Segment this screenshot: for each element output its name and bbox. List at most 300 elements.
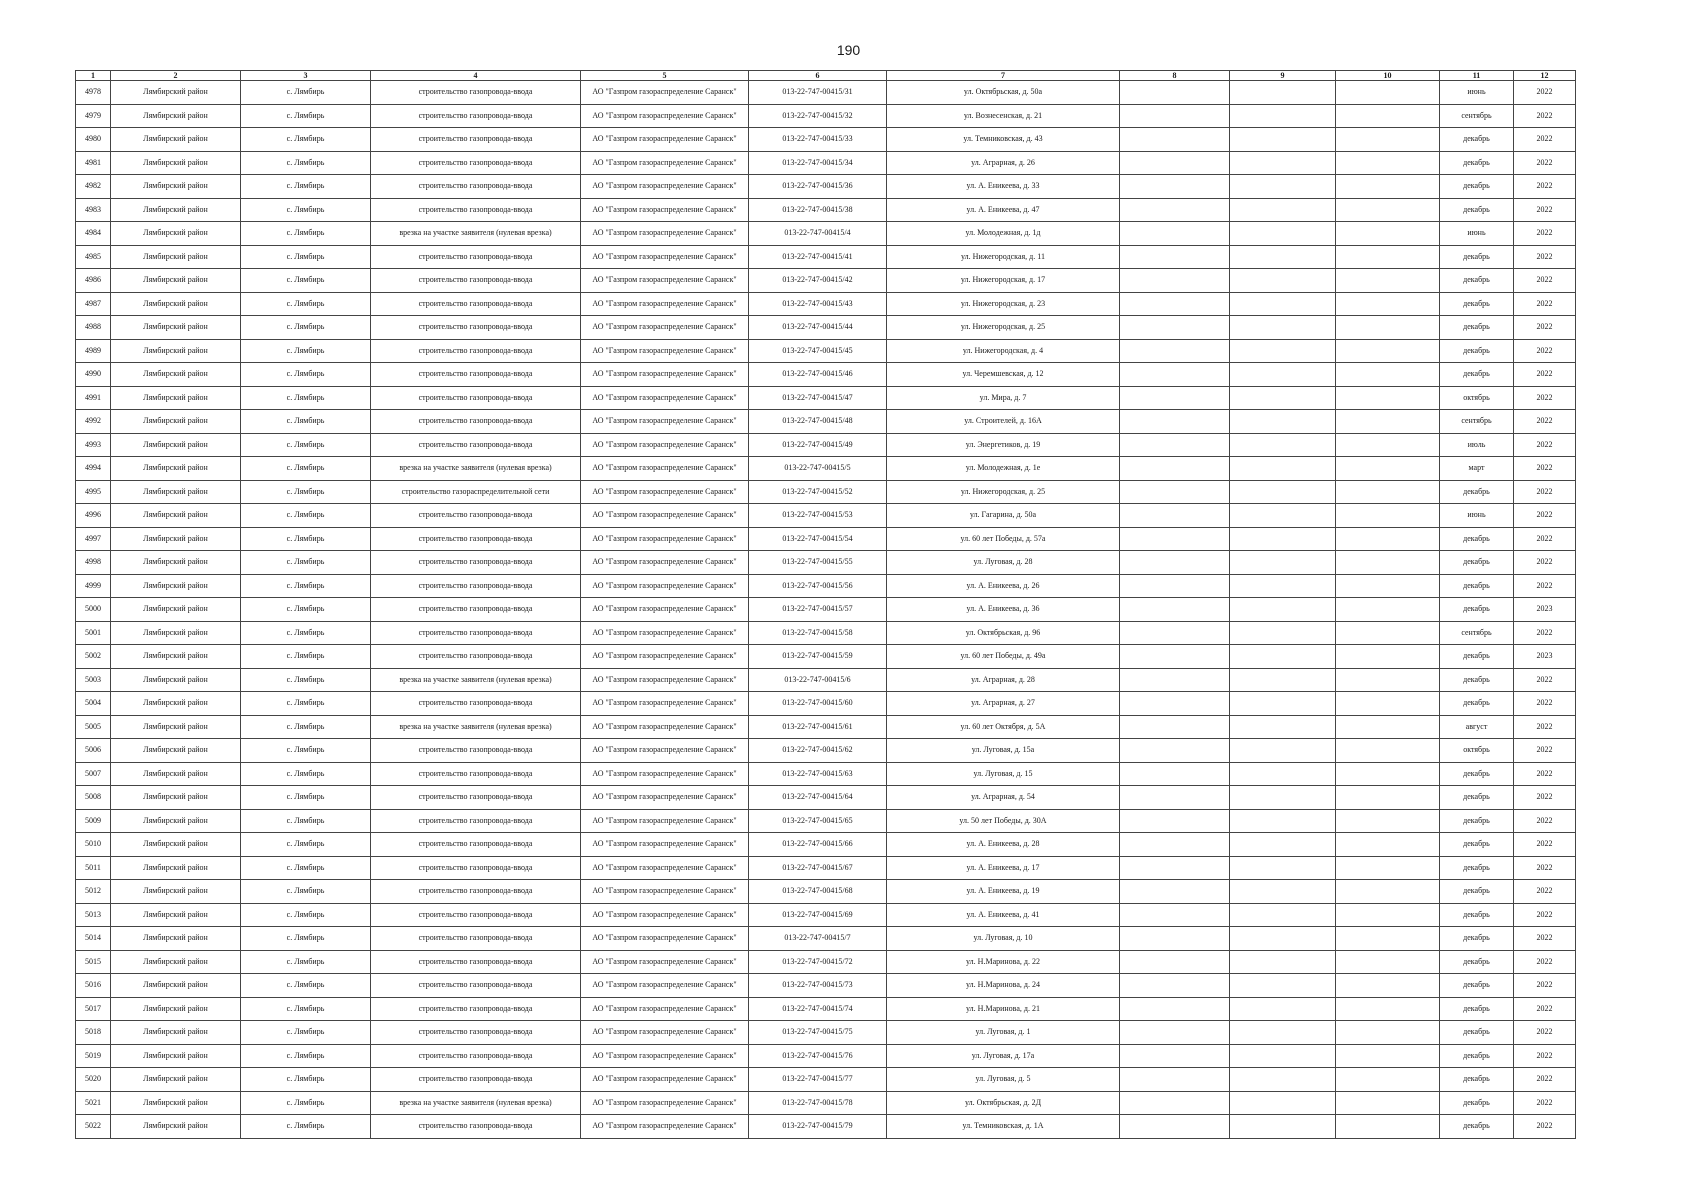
col9-cell [1230,645,1336,669]
table-row [76,950,1576,974]
district-cell: Лямбирский район [111,927,241,951]
col8-cell [1120,786,1230,810]
col10-cell [1336,927,1440,951]
col10-cell [1336,668,1440,692]
month-cell: декабрь [1440,245,1514,269]
address-cell: ул. А. Еникеева, д. 17 [887,856,1120,880]
table-row [76,527,1576,551]
table-row [76,739,1576,763]
row-number: 5005 [76,715,111,739]
col8-cell [1120,950,1230,974]
district-cell: Лямбирский район [111,574,241,598]
district-cell: Лямбирский район [111,833,241,857]
district-cell: Лямбирский район [111,410,241,434]
col9-cell [1230,245,1336,269]
contract-number-cell: 013-22-747-00415/54 [749,527,887,551]
work-type-cell: строительство газопровода-ввода [371,339,581,363]
district-cell: Лямбирский район [111,292,241,316]
table-row [76,715,1576,739]
table-row [76,245,1576,269]
district-cell: Лямбирский район [111,480,241,504]
address-cell: ул. Строителей, д. 16А [887,410,1120,434]
col10-cell [1336,1115,1440,1139]
col9-cell [1230,410,1336,434]
col10-cell [1336,175,1440,199]
col9-cell [1230,903,1336,927]
row-number: 4986 [76,269,111,293]
month-cell: декабрь [1440,269,1514,293]
table-row [76,833,1576,857]
column-header-11: 11 [1440,71,1514,81]
col10-cell [1336,903,1440,927]
settlement-cell: с. Лямбирь [241,739,371,763]
col8-cell [1120,715,1230,739]
col8-cell [1120,151,1230,175]
settlement-cell: с. Лямбирь [241,833,371,857]
col8-cell [1120,175,1230,199]
work-type-cell: строительство газопровода-ввода [371,410,581,434]
col8-cell [1120,410,1230,434]
organization-cell: АО "Газпром газораспределение Саранск" [581,856,749,880]
month-cell: декабрь [1440,1068,1514,1092]
table-row [76,621,1576,645]
settlement-cell: с. Лямбирь [241,809,371,833]
contract-number-cell: 013-22-747-00415/63 [749,762,887,786]
col8-cell [1120,81,1230,105]
address-cell: ул. А. Еникеева, д. 28 [887,833,1120,857]
organization-cell: АО "Газпром газораспределение Саранск" [581,880,749,904]
table-row [76,222,1576,246]
settlement-cell: с. Лямбирь [241,81,371,105]
month-cell: декабрь [1440,574,1514,598]
organization-cell: АО "Газпром газораспределение Саранск" [581,222,749,246]
col8-cell [1120,645,1230,669]
month-cell: декабрь [1440,668,1514,692]
col8-cell [1120,903,1230,927]
col9-cell [1230,715,1336,739]
settlement-cell: с. Лямбирь [241,457,371,481]
table-row [76,480,1576,504]
col8-cell [1120,739,1230,763]
organization-cell: АО "Газпром газораспределение Саранск" [581,668,749,692]
table-row [76,645,1576,669]
settlement-cell: с. Лямбирь [241,151,371,175]
organization-cell: АО "Газпром газораспределение Саранск" [581,433,749,457]
work-type-cell: строительство газопровода-ввода [371,198,581,222]
month-cell: декабрь [1440,1115,1514,1139]
organization-cell: АО "Газпром газораспределение Саранск" [581,175,749,199]
work-type-cell: строительство газопровода-ввода [371,809,581,833]
organization-cell: АО "Газпром газораспределение Саранск" [581,997,749,1021]
row-number: 5009 [76,809,111,833]
row-number: 5022 [76,1115,111,1139]
col10-cell [1336,950,1440,974]
contract-number-cell: 013-22-747-00415/47 [749,386,887,410]
work-type-cell: строительство газопровода-ввода [371,762,581,786]
address-cell: ул. Темниковская, д. 43 [887,128,1120,152]
address-cell: ул. Луговая, д. 15 [887,762,1120,786]
year-cell: 2022 [1514,1021,1576,1045]
col9-cell [1230,1044,1336,1068]
contract-number-cell: 013-22-747-00415/42 [749,269,887,293]
district-cell: Лямбирский район [111,974,241,998]
address-cell: ул. А. Еникеева, д. 26 [887,574,1120,598]
row-number: 5013 [76,903,111,927]
year-cell: 2022 [1514,527,1576,551]
table-row [76,786,1576,810]
contract-number-cell: 013-22-747-00415/72 [749,950,887,974]
address-cell: ул. Октябрьская, д. 96 [887,621,1120,645]
organization-cell: АО "Газпром газораспределение Саранск" [581,1021,749,1045]
work-type-cell: строительство газопровода-ввода [371,104,581,128]
work-type-cell: строительство газопровода-ввода [371,692,581,716]
district-cell: Лямбирский район [111,903,241,927]
work-type-cell: строительство газопровода-ввода [371,363,581,387]
organization-cell: АО "Газпром газораспределение Саранск" [581,104,749,128]
district-cell: Лямбирский район [111,128,241,152]
col10-cell [1336,809,1440,833]
month-cell: декабрь [1440,151,1514,175]
col9-cell [1230,692,1336,716]
col9-cell [1230,316,1336,340]
district-cell: Лямбирский район [111,151,241,175]
settlement-cell: с. Лямбирь [241,621,371,645]
col9-cell [1230,504,1336,528]
col8-cell [1120,1091,1230,1115]
col9-cell [1230,762,1336,786]
contract-number-cell: 013-22-747-00415/73 [749,974,887,998]
row-number: 5012 [76,880,111,904]
month-cell: декабрь [1440,786,1514,810]
work-type-cell: строительство газопровода-ввода [371,974,581,998]
address-cell: ул. Нижегородская, д. 25 [887,480,1120,504]
district-cell: Лямбирский район [111,81,241,105]
row-number: 4984 [76,222,111,246]
row-number: 5007 [76,762,111,786]
col9-cell [1230,927,1336,951]
contract-number-cell: 013-22-747-00415/53 [749,504,887,528]
organization-cell: АО "Газпром газораспределение Саранск" [581,457,749,481]
col8-cell [1120,433,1230,457]
address-cell: ул. Аграрная, д. 54 [887,786,1120,810]
address-cell: ул. 50 лет Победы, д. 30А [887,809,1120,833]
settlement-cell: с. Лямбирь [241,927,371,951]
year-cell: 2022 [1514,504,1576,528]
table-row [76,457,1576,481]
row-number: 4998 [76,551,111,575]
settlement-cell: с. Лямбирь [241,433,371,457]
col8-cell [1120,927,1230,951]
address-cell: ул. Молодежная, д. 1е [887,457,1120,481]
col9-cell [1230,1021,1336,1045]
organization-cell: АО "Газпром газораспределение Саранск" [581,692,749,716]
organization-cell: АО "Газпром газораспределение Саранск" [581,128,749,152]
settlement-cell: с. Лямбирь [241,856,371,880]
settlement-cell: с. Лямбирь [241,551,371,575]
contract-number-cell: 013-22-747-00415/45 [749,339,887,363]
col8-cell [1120,128,1230,152]
address-cell: ул. А. Еникеева, д. 19 [887,880,1120,904]
row-number: 4999 [76,574,111,598]
row-number: 4993 [76,433,111,457]
settlement-cell: с. Лямбирь [241,880,371,904]
row-number: 5003 [76,668,111,692]
year-cell: 2022 [1514,621,1576,645]
contract-number-cell: 013-22-747-00415/61 [749,715,887,739]
work-type-cell: строительство газопровода-ввода [371,574,581,598]
year-cell: 2022 [1514,786,1576,810]
col10-cell [1336,715,1440,739]
col9-cell [1230,974,1336,998]
col10-cell [1336,598,1440,622]
month-cell: октябрь [1440,739,1514,763]
row-number: 5015 [76,950,111,974]
year-cell: 2022 [1514,927,1576,951]
district-cell: Лямбирский район [111,1068,241,1092]
month-cell: декабрь [1440,292,1514,316]
col10-cell [1336,245,1440,269]
col8-cell [1120,480,1230,504]
year-cell: 2022 [1514,880,1576,904]
settlement-cell: с. Лямбирь [241,668,371,692]
table-row [76,339,1576,363]
col10-cell [1336,292,1440,316]
contract-number-cell: 013-22-747-00415/57 [749,598,887,622]
col8-cell [1120,762,1230,786]
col9-cell [1230,527,1336,551]
table-row [76,1021,1576,1045]
district-cell: Лямбирский район [111,762,241,786]
work-type-cell: строительство газопровода-ввода [371,81,581,105]
col8-cell [1120,668,1230,692]
organization-cell: АО "Газпром газораспределение Саранск" [581,927,749,951]
column-header-8: 8 [1120,71,1230,81]
col10-cell [1336,645,1440,669]
year-cell: 2022 [1514,104,1576,128]
col9-cell [1230,104,1336,128]
district-cell: Лямбирский район [111,692,241,716]
organization-cell: АО "Газпром газораспределение Саранск" [581,950,749,974]
col10-cell [1336,1021,1440,1045]
row-number: 5006 [76,739,111,763]
table-row [76,433,1576,457]
col10-cell [1336,269,1440,293]
address-cell: ул. Луговая, д. 28 [887,551,1120,575]
settlement-cell: с. Лямбирь [241,762,371,786]
settlement-cell: с. Лямбирь [241,950,371,974]
table-row [76,269,1576,293]
address-cell: ул. 60 лет Октября, д. 5А [887,715,1120,739]
address-cell: ул. Луговая, д. 5 [887,1068,1120,1092]
organization-cell: АО "Газпром газораспределение Саранск" [581,809,749,833]
row-number: 5002 [76,645,111,669]
table-body [76,81,1576,1139]
col9-cell [1230,880,1336,904]
row-number: 5000 [76,598,111,622]
table-row [76,880,1576,904]
header-row [76,71,1576,81]
table-row [76,927,1576,951]
contract-number-cell: 013-22-747-00415/36 [749,175,887,199]
organization-cell: АО "Газпром газораспределение Саранск" [581,480,749,504]
settlement-cell: с. Лямбирь [241,645,371,669]
col8-cell [1120,809,1230,833]
row-number: 4989 [76,339,111,363]
col8-cell [1120,856,1230,880]
col9-cell [1230,81,1336,105]
address-cell: ул. Луговая, д. 1 [887,1021,1120,1045]
contract-number-cell: 013-22-747-00415/79 [749,1115,887,1139]
organization-cell: АО "Газпром газораспределение Саранск" [581,527,749,551]
register-table [75,70,1576,1139]
row-number: 4982 [76,175,111,199]
contract-number-cell: 013-22-747-00415/78 [749,1091,887,1115]
col10-cell [1336,974,1440,998]
year-cell: 2022 [1514,574,1576,598]
district-cell: Лямбирский район [111,1091,241,1115]
work-type-cell: строительство газопровода-ввода [371,433,581,457]
work-type-cell: строительство газопровода-ввода [371,386,581,410]
col10-cell [1336,739,1440,763]
work-type-cell: строительство газопровода-ввода [371,645,581,669]
work-type-cell: строительство газопровода-ввода [371,175,581,199]
column-header-1: 1 [76,71,111,81]
month-cell: декабрь [1440,997,1514,1021]
col8-cell [1120,974,1230,998]
settlement-cell: с. Лямбирь [241,1091,371,1115]
organization-cell: АО "Газпром газораспределение Саранск" [581,1044,749,1068]
col10-cell [1336,504,1440,528]
table-row [76,668,1576,692]
col8-cell [1120,104,1230,128]
work-type-cell: врезка на участке заявителя (нулевая врезка) [371,668,581,692]
year-cell: 2022 [1514,151,1576,175]
organization-cell: АО "Газпром газораспределение Саранск" [581,974,749,998]
address-cell: ул. Энергетиков, д. 19 [887,433,1120,457]
settlement-cell: с. Лямбирь [241,175,371,199]
organization-cell: АО "Газпром газораспределение Саранск" [581,269,749,293]
district-cell: Лямбирский район [111,1115,241,1139]
organization-cell: АО "Газпром газораспределение Саранск" [581,715,749,739]
col8-cell [1120,504,1230,528]
row-number: 4979 [76,104,111,128]
organization-cell: АО "Газпром газораспределение Саранск" [581,786,749,810]
work-type-cell: строительство газопровода-ввода [371,833,581,857]
col8-cell [1120,1115,1230,1139]
month-cell: июнь [1440,222,1514,246]
address-cell: ул. Луговая, д. 15а [887,739,1120,763]
table-row [76,504,1576,528]
col10-cell [1336,1091,1440,1115]
district-cell: Лямбирский район [111,668,241,692]
month-cell: октябрь [1440,386,1514,410]
month-cell: декабрь [1440,480,1514,504]
district-cell: Лямбирский район [111,316,241,340]
year-cell: 2022 [1514,480,1576,504]
table-row [76,903,1576,927]
contract-number-cell: 013-22-747-00415/38 [749,198,887,222]
district-cell: Лямбирский район [111,198,241,222]
work-type-cell: строительство газопровода-ввода [371,739,581,763]
contract-number-cell: 013-22-747-00415/4 [749,222,887,246]
col9-cell [1230,1091,1336,1115]
col9-cell [1230,339,1336,363]
col10-cell [1336,433,1440,457]
col9-cell [1230,222,1336,246]
col10-cell [1336,621,1440,645]
table-row [76,974,1576,998]
settlement-cell: с. Лямбирь [241,104,371,128]
col9-cell [1230,480,1336,504]
contract-number-cell: 013-22-747-00415/56 [749,574,887,598]
col8-cell [1120,222,1230,246]
address-cell: ул. Аграрная, д. 26 [887,151,1120,175]
table-row [76,598,1576,622]
table-row [76,316,1576,340]
organization-cell: АО "Газпром газораспределение Саранск" [581,833,749,857]
year-cell: 2023 [1514,598,1576,622]
settlement-cell: с. Лямбирь [241,316,371,340]
month-cell: сентябрь [1440,621,1514,645]
address-cell: ул. Н.Маринова, д. 22 [887,950,1120,974]
col10-cell [1336,551,1440,575]
col8-cell [1120,880,1230,904]
settlement-cell: с. Лямбирь [241,363,371,387]
month-cell: декабрь [1440,880,1514,904]
col9-cell [1230,292,1336,316]
col9-cell [1230,574,1336,598]
col10-cell [1336,786,1440,810]
table-row [76,175,1576,199]
col10-cell [1336,151,1440,175]
district-cell: Лямбирский район [111,1044,241,1068]
col8-cell [1120,292,1230,316]
col8-cell [1120,1044,1230,1068]
settlement-cell: с. Лямбирь [241,198,371,222]
contract-number-cell: 013-22-747-00415/59 [749,645,887,669]
month-cell: декабрь [1440,645,1514,669]
district-cell: Лямбирский район [111,645,241,669]
district-cell: Лямбирский район [111,598,241,622]
month-cell: июнь [1440,81,1514,105]
row-number: 5011 [76,856,111,880]
district-cell: Лямбирский район [111,245,241,269]
column-header-4: 4 [371,71,581,81]
month-cell: сентябрь [1440,410,1514,434]
col8-cell [1120,1021,1230,1045]
month-cell: декабрь [1440,1044,1514,1068]
organization-cell: АО "Газпром газораспределение Саранск" [581,245,749,269]
work-type-cell: врезка на участке заявителя (нулевая врезка) [371,1091,581,1115]
address-cell: ул. Аграрная, д. 27 [887,692,1120,716]
contract-number-cell: 013-22-747-00415/41 [749,245,887,269]
settlement-cell: с. Лямбирь [241,598,371,622]
month-cell: декабрь [1440,363,1514,387]
address-cell: ул. Темниковская, д. 1А [887,1115,1120,1139]
work-type-cell: строительство газопровода-ввода [371,504,581,528]
year-cell: 2022 [1514,457,1576,481]
year-cell: 2022 [1514,175,1576,199]
col8-cell [1120,363,1230,387]
col8-cell [1120,621,1230,645]
organization-cell: АО "Газпром газораспределение Саранск" [581,903,749,927]
district-cell: Лямбирский район [111,386,241,410]
row-number: 4981 [76,151,111,175]
contract-number-cell: 013-22-747-00415/31 [749,81,887,105]
row-number: 5017 [76,997,111,1021]
row-number: 4997 [76,527,111,551]
address-cell: ул. 60 лет Победы, д. 57а [887,527,1120,551]
